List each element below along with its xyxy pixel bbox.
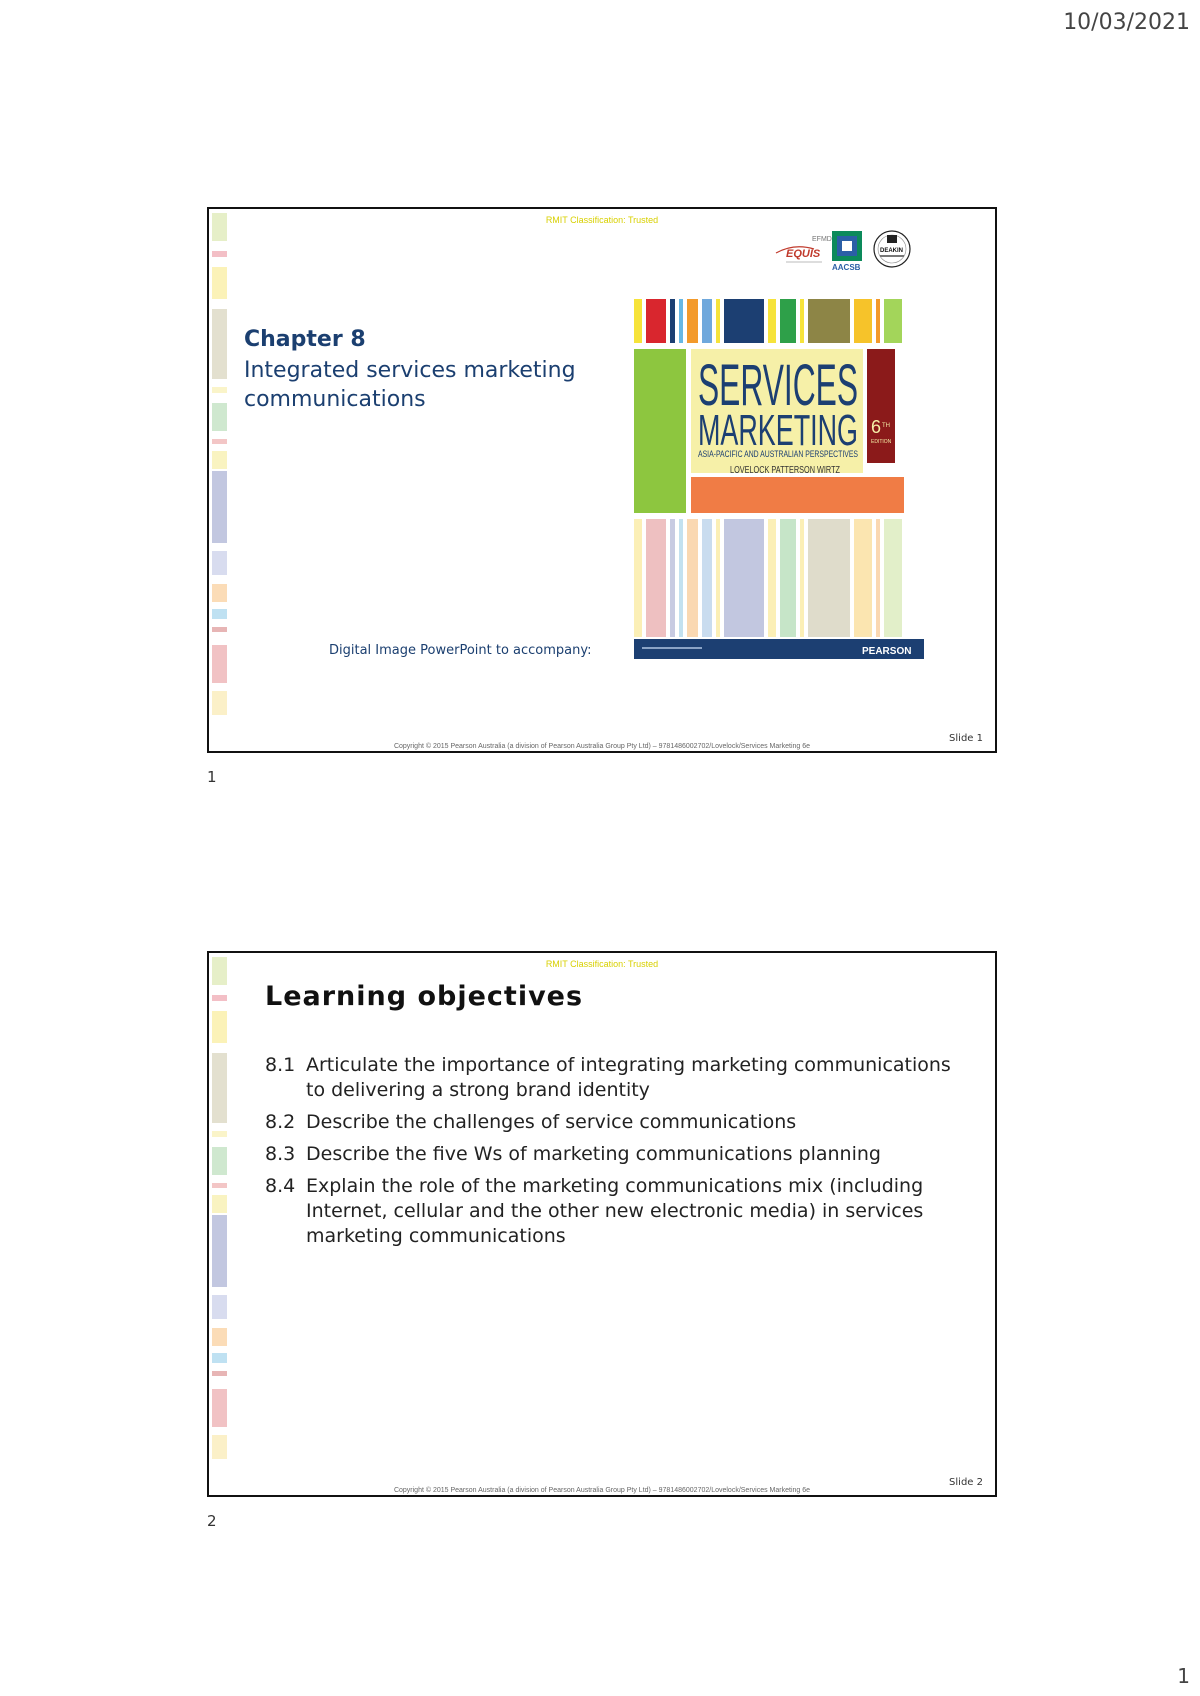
cover-title-2: MARKETING: [698, 406, 858, 455]
cover-publisher: PEARSON: [862, 646, 912, 657]
equis-logo: [776, 236, 832, 263]
book-cover: [634, 299, 924, 659]
cover-edition-number: 6: [871, 417, 882, 437]
objectives-list: [265, 1053, 965, 1256]
slide-number: Slide 2: [949, 1477, 983, 1488]
chapter-number: Chapter 8: [244, 327, 366, 352]
slide-2: [207, 951, 997, 1497]
objective-text: Explain the role of the marketing communications mix (including Internet, cellular and the other new electronic media) in services marketing communications: [306, 1175, 924, 1247]
objective-item: [265, 1174, 965, 1249]
objective-text: Articulate the importance of integrating marketing communications to delivering a strong brand identity: [306, 1054, 951, 1101]
svg-text:DEAKIN: DEAKIN: [880, 248, 904, 254]
page-number: 1: [1177, 1664, 1190, 1688]
svg-text:EQUIS: EQUIS: [786, 248, 821, 260]
decorative-color-strip: [212, 953, 227, 1495]
cover-edition-word: EDITION: [871, 439, 892, 445]
classification-label: RMIT Classification: Trusted: [545, 959, 659, 969]
cover-authors: LOVELOCK PATTERSON WIRTZ: [730, 465, 840, 476]
chapter-title-block: [244, 327, 624, 414]
page-date: 10/03/2021: [1063, 10, 1190, 35]
slide-1: [207, 207, 997, 753]
chapter-title: Integrated services marketing communications: [244, 358, 576, 412]
objective-text: Describe the challenges of service communications: [306, 1111, 797, 1133]
objective-item: [265, 1110, 965, 1135]
slide-number: Slide 1: [949, 733, 983, 744]
cover-edition-sup: TH: [882, 423, 890, 429]
svg-text:EFMD: EFMD: [812, 236, 832, 243]
aacsb-logo: [832, 231, 862, 272]
slide-title: Learning objectives: [265, 981, 584, 1012]
objective-number: 8.4: [265, 1175, 296, 1197]
svg-text:AACSB: AACSB: [832, 263, 861, 272]
accompany-note: Digital Image PowerPoint to accompany:: [329, 643, 592, 658]
objective-number: 8.1: [265, 1054, 296, 1076]
objective-item: [265, 1053, 965, 1103]
objective-number: 8.2: [265, 1111, 296, 1133]
slide-label-2: 2: [207, 1512, 217, 1530]
objective-text: Describe the five Ws of marketing communications planning: [306, 1143, 881, 1165]
decorative-color-strip: [212, 209, 227, 751]
objective-item: [265, 1142, 965, 1167]
copyright-notice: Copyright © 2015 Pearson Australia (a division of Pearson Australia Group Pty Ltd) – 9781486002702/Lovelock/Services Marketing 6e: [393, 1487, 811, 1494]
cover-title-1: SERVICES: [698, 353, 858, 418]
slide-label-1: 1: [207, 768, 217, 786]
accreditation-logos: [774, 227, 924, 277]
cover-subtitle: ASIA-PACIFIC AND AUSTRALIAN PERSPECTIVES: [698, 449, 858, 459]
deakin-logo: [874, 231, 910, 267]
objective-number: 8.3: [265, 1143, 296, 1165]
copyright-notice: Copyright © 2015 Pearson Australia (a division of Pearson Australia Group Pty Ltd) – 9781486002702/Lovelock/Services Marketing 6e: [393, 743, 811, 750]
classification-label: RMIT Classification: Trusted: [545, 215, 659, 225]
